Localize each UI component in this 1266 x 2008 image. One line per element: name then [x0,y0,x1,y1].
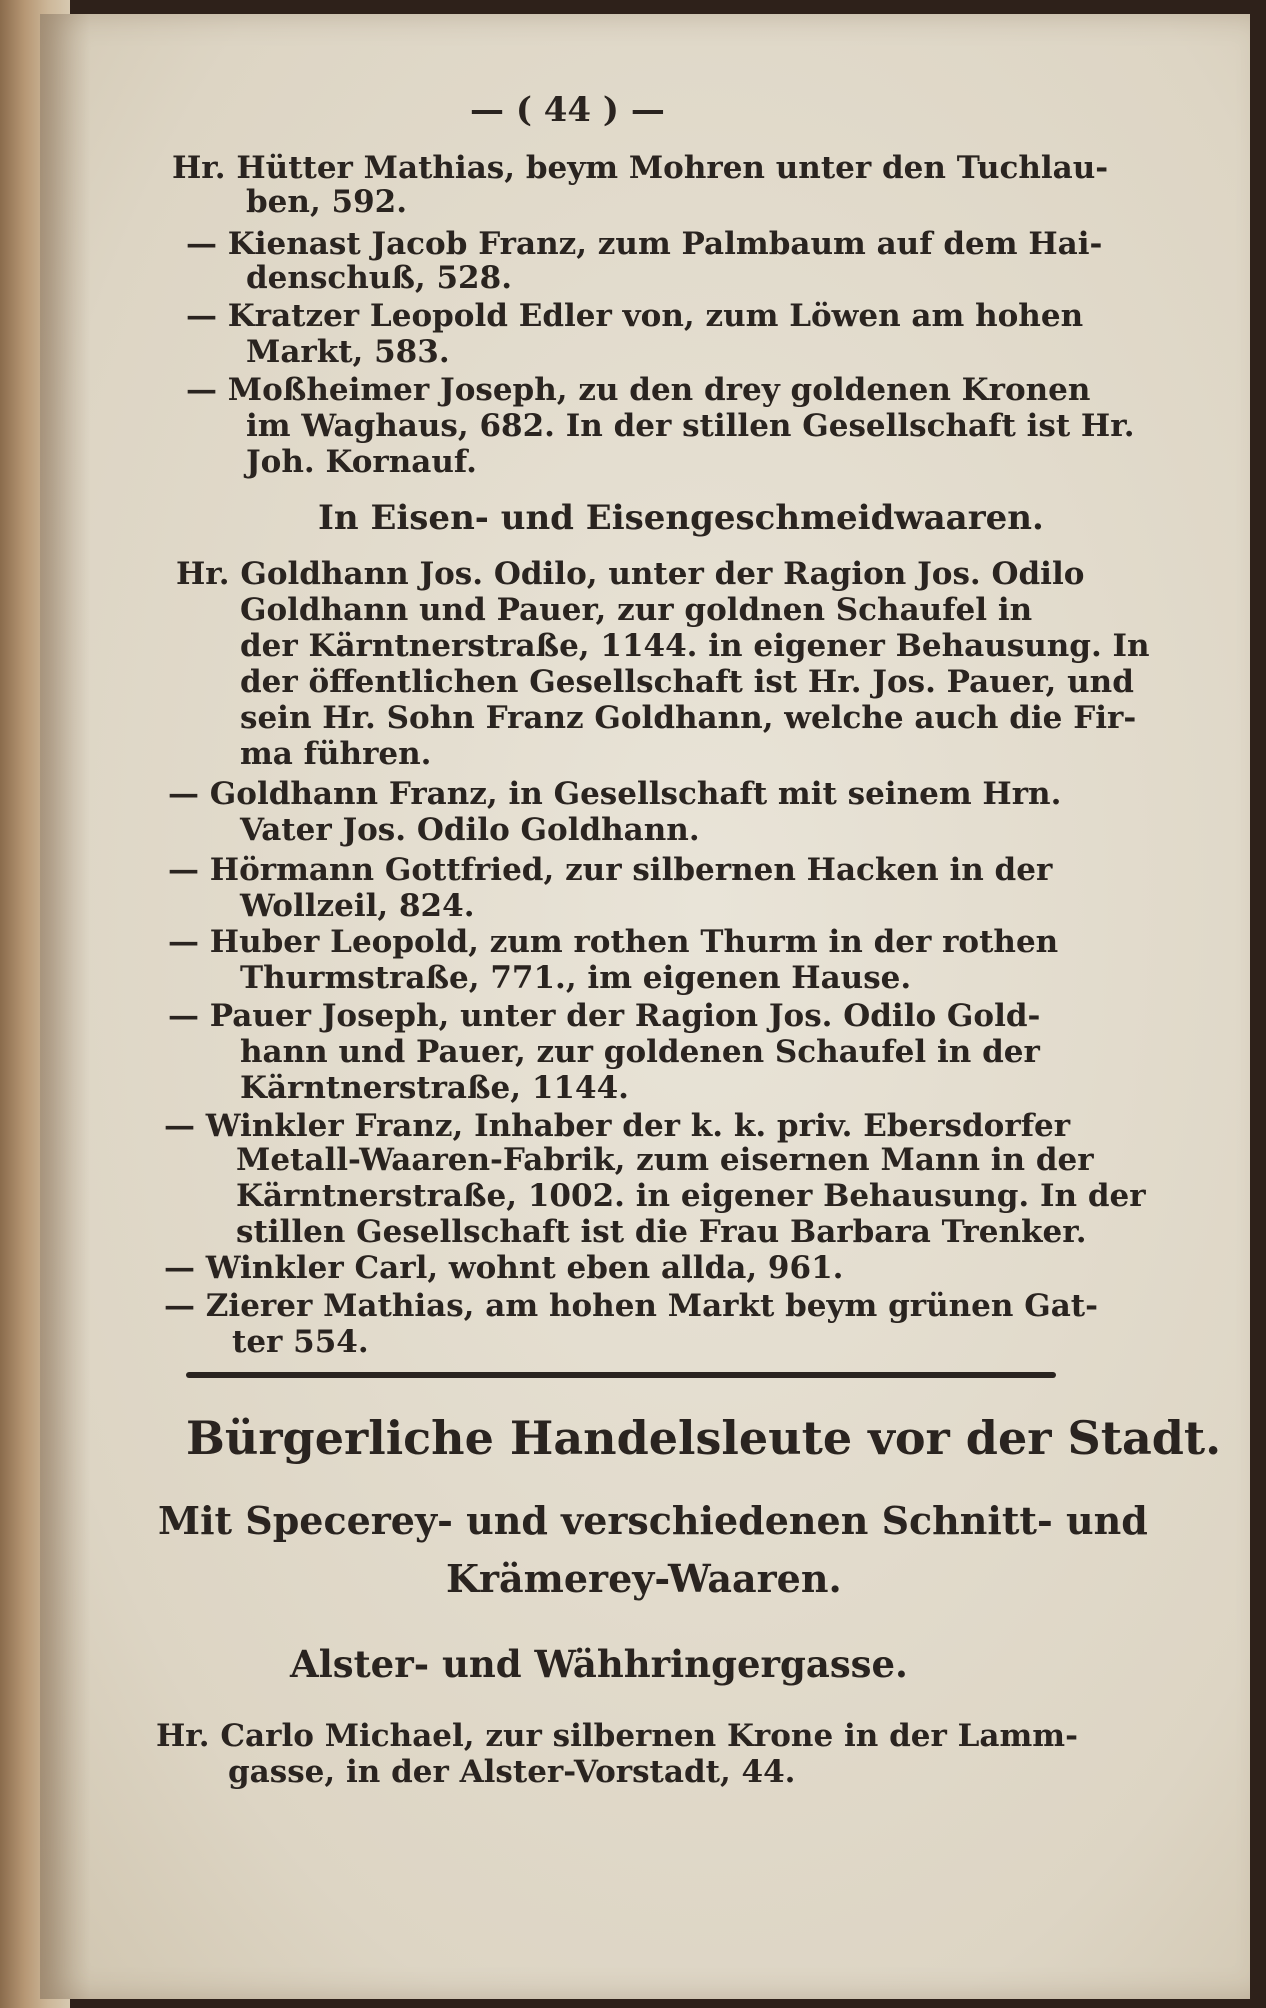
entry-line: ma führen. [240,736,432,772]
page-section-title: Bürgerliche Handelsleute vor der Stadt. [186,1411,1222,1465]
entry-line: hann und Pauer, zur goldenen Schaufel in der [240,1034,1040,1070]
section-divider [186,1372,1056,1378]
entry-line: — Goldhann Franz, in Gesellschaft mit seinem Hrn. [168,776,1062,812]
entry-line: Kärntnerstraße, 1144. [240,1070,629,1106]
entry-line: ben, 592. [246,184,408,220]
entry-line: Vater Jos. Odilo Goldhann. [240,812,700,848]
entry-line: Markt, 583. [246,334,450,370]
entry-line: Goldhann und Pauer, zur goldnen Schaufel in [240,592,1033,628]
entry-line: — Winkler Franz, Inhaber der k. k. priv. Ebersdorfer [164,1108,1071,1144]
entry-line: der öffentlichen Gesellschaft ist Hr. Jos. Pauer, und [240,664,1134,700]
street-heading: Alster- und Wähhringergasse. [290,1642,908,1686]
entry-line: Hr. Carlo Michael, zur silbernen Krone in der Lamm- [156,1718,1078,1754]
entry-line: gasse, in der Alster-Vorstadt, 44. [228,1754,796,1790]
entry-line: Kärntnerstraße, 1002. in eigener Behausung. In der [236,1178,1146,1214]
page-number: — ( 44 ) — [470,90,665,130]
section-subtitle: Krämerey-Waaren. [446,1556,842,1601]
entry-line: — Zierer Mathias, am hohen Markt beym grünen Gat- [164,1288,1098,1324]
entry-line: Wollzeil, 824. [240,888,475,924]
entry-line: — Moßheimer Joseph, zu den drey goldenen Kronen [186,372,1091,408]
entry-line: sein Hr. Sohn Franz Goldhann, welche auch die Fir- [240,700,1137,736]
entry-line: — Kienast Jacob Franz, zum Palmbaum auf dem Hai- [186,226,1103,262]
entry-line: — Hörmann Gottfried, zur silbernen Hacken in der [168,852,1053,888]
entry-line: — Huber Leopold, zum rothen Thurm in der rothen [168,924,1059,960]
entry-line: Thurmstraße, 771., im eigenen Hause. [240,960,912,996]
entry-line: Hr. Goldhann Jos. Odilo, unter der Ragion Jos. Odilo [176,556,1085,592]
entry-line: ter 554. [232,1324,369,1360]
entry-line: im Waghaus, 682. In der stillen Gesellschaft ist Hr. [246,408,1135,444]
entry-line: stillen Gesellschaft ist die Frau Barbara Trenker. [236,1214,1087,1250]
entry-line: Hr. Hütter Mathias, beym Mohren unter den Tuchlau- [172,150,1109,186]
entry-line: — Pauer Joseph, unter der Ragion Jos. Odilo Gold- [168,998,1041,1034]
entry-line: — Kratzer Leopold Edler von, zum Löwen am hohen [186,298,1084,334]
entry-line: der Kärntnerstraße, 1144. in eigener Behausung. In [240,628,1150,664]
entry-line: denschuß, 528. [246,260,512,296]
entry-line: Joh. Kornauf. [246,444,477,480]
entry-line: Metall-Waaren-Fabrik, zum eisernen Mann in der [236,1142,1094,1178]
section-subtitle: Mit Specerey- und verschiedenen Schnitt- und [158,1498,1148,1543]
entry-line: — Winkler Carl, wohnt eben allda, 961. [164,1250,844,1286]
section-heading: In Eisen- und Eisengeschmeidwaaren. [318,498,1044,538]
